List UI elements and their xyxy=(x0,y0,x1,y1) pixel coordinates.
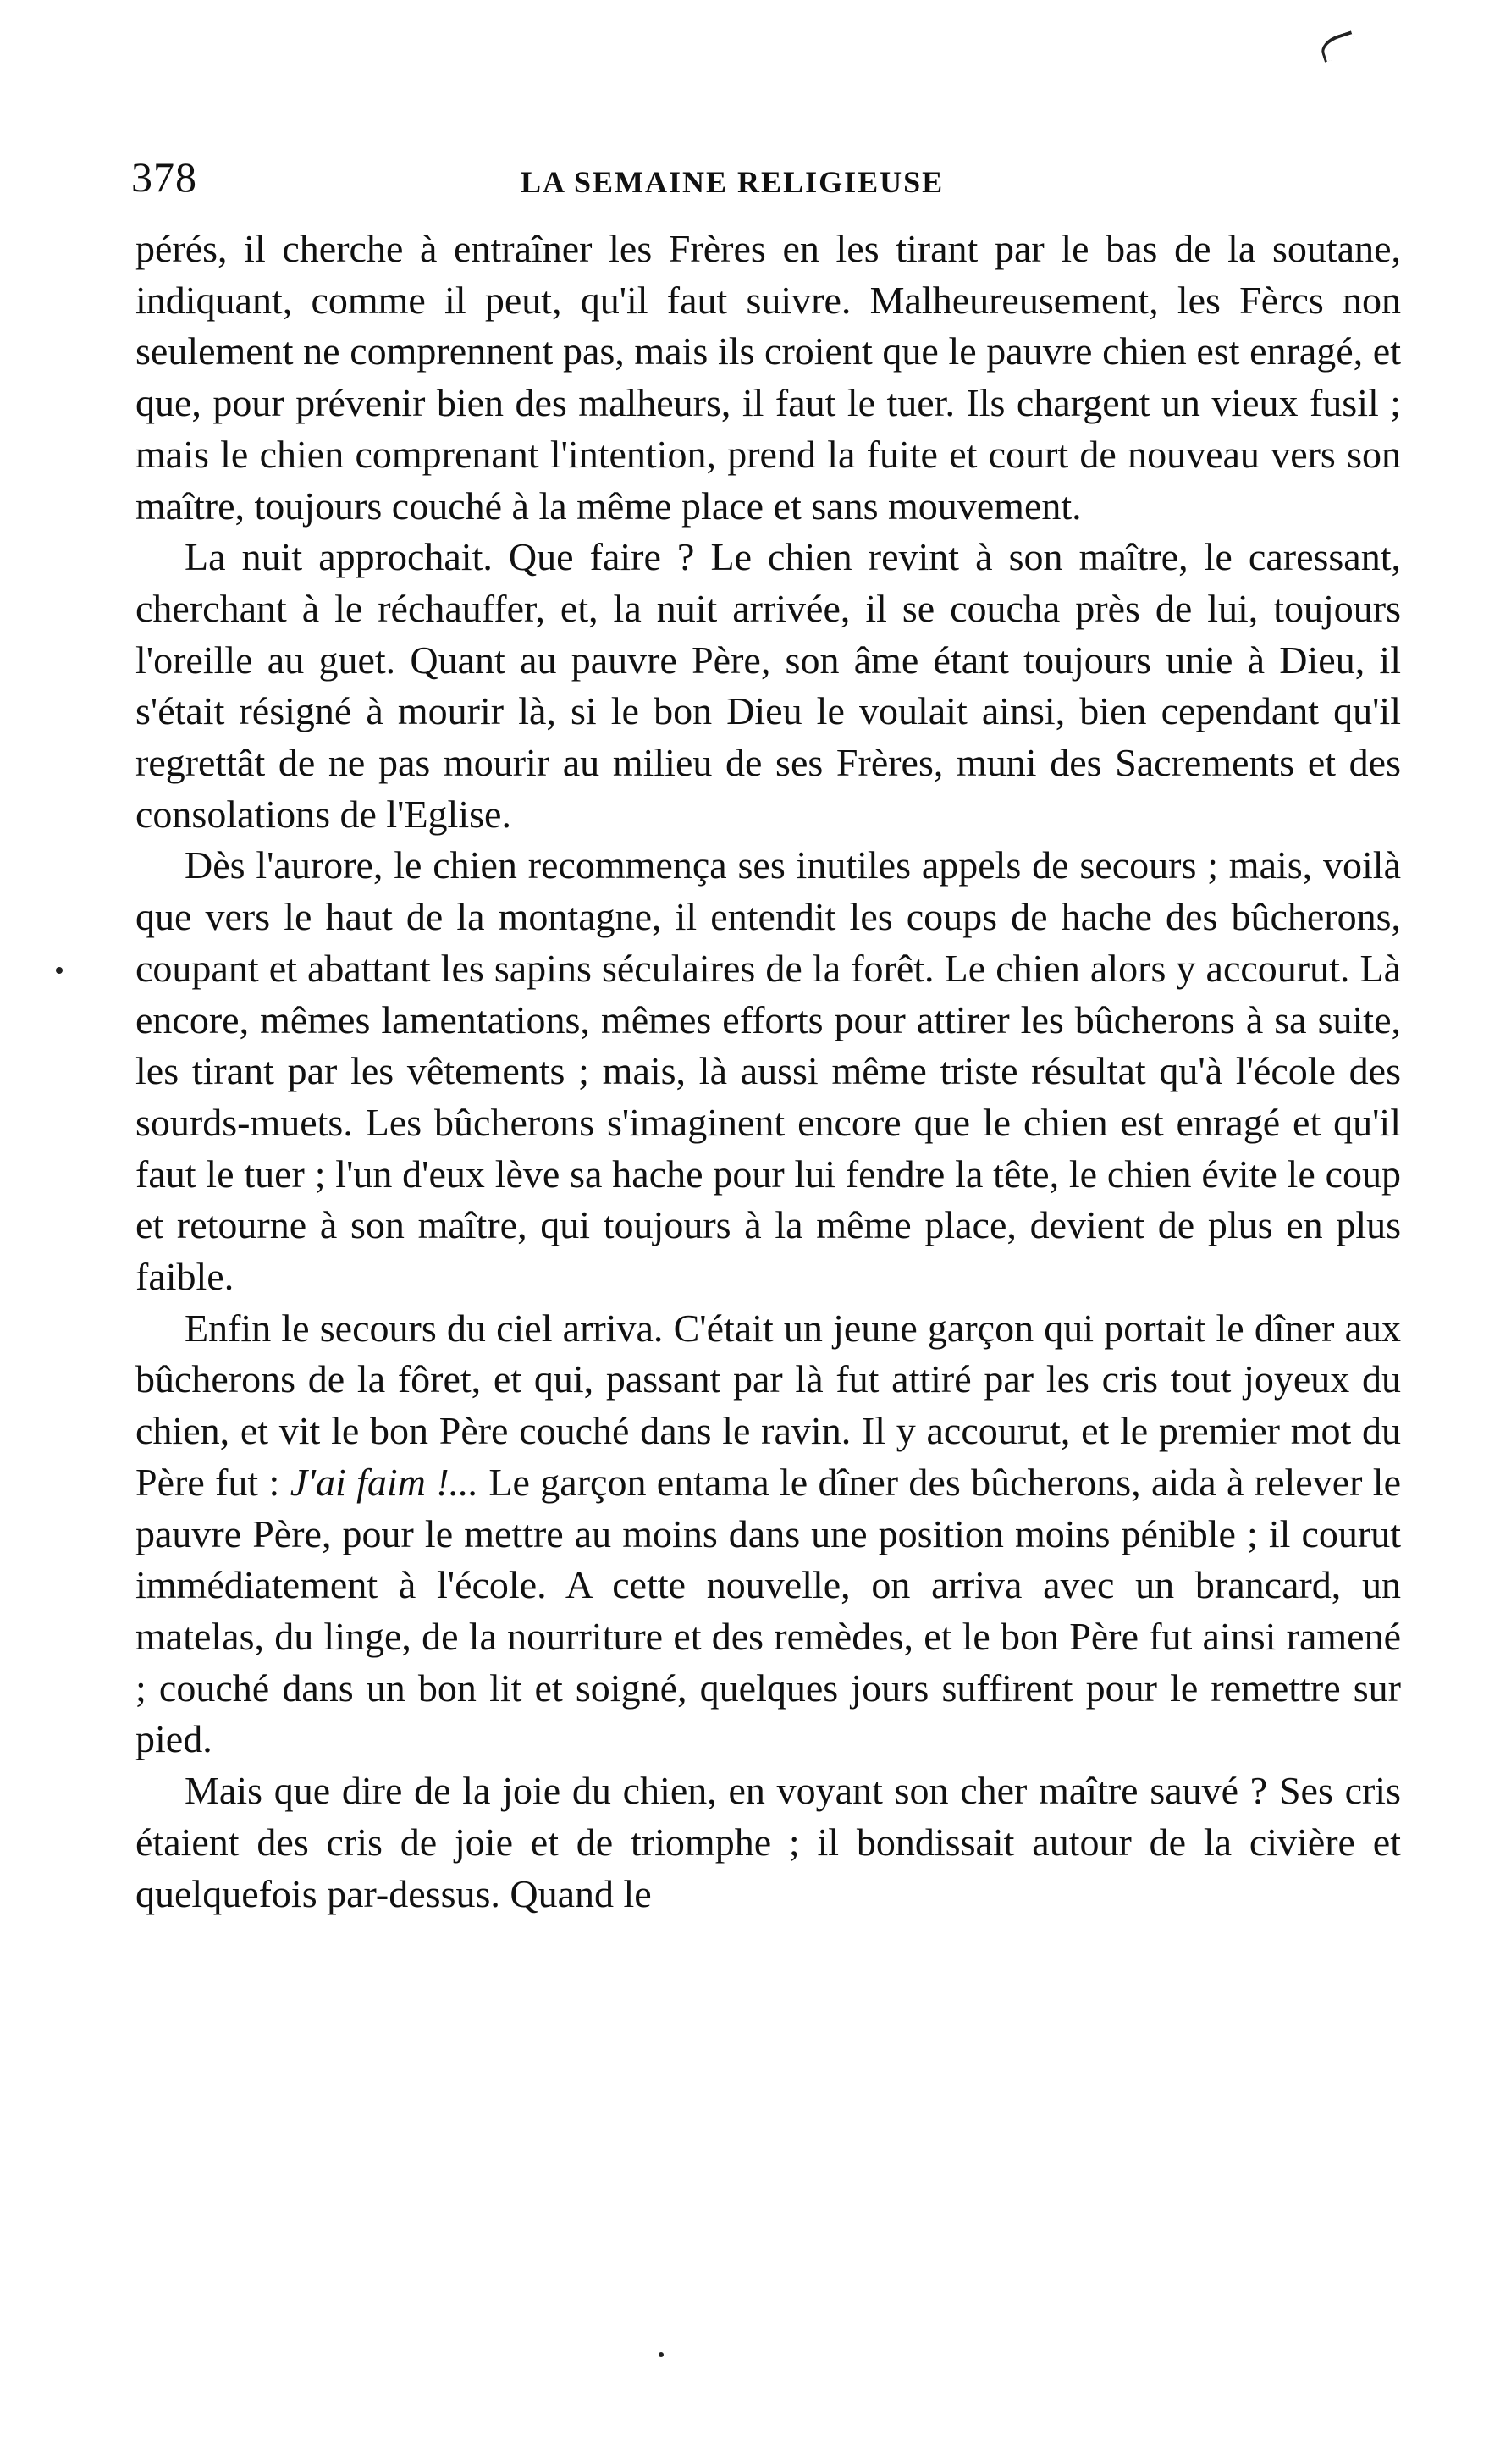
paragraph-1: pérés, il cherche à entraîner les Frères en les tirant par le bas de la soutane, indiquant, comme il peut, qu'il faut suivre. Malheureusement, les Fèrcs non seulement ne comprennent pas, mais ils croient que le pauvre chien est enragé, et que, pour prévenir bien des malheurs, il faut le tuer. Ils chargent un vieux fusil ; mais le chien comprenant l'intention, prend la fuite et court de nouveau vers son maître, toujours couché à la même place et sans mouvement. xyxy=(135,227,1401,528)
bottom-dot xyxy=(659,2352,664,2357)
corner-ink-mark xyxy=(1318,30,1358,62)
paragraph-4-text-after: Le garçon entama le dîner des bûcherons, aida à relever le pauvre Père, pour le mettre au moins dans une position moins pénible ; il courut immédiatement à l'école. A cette nouvelle, on arriva avec un brancard, un matelas, du linge, de la nourriture et des remèdes, et le bon Père fut ainsi ramené ; couché dans un bon lit et soigné, quelques jours suffirent pour le remettre sur pied. xyxy=(135,1460,1401,1761)
paragraph-4-text-before: Enfin le secours du ciel arriva. C'était un jeune garçon qui portait le dîner aux bûcherons de la fôret, et qui, passant par là fut attiré par les cris tout joyeux du chien, et vit le bon Père couché dans le ravin. Il y accourut, et le premier mot du Père fut : xyxy=(135,1306,1401,1504)
running-title: LA SEMAINE RELIGIEUSE xyxy=(521,165,945,199)
paragraph-2: La nuit approchait. Que faire ? Le chien revint à son maître, le caressant, cherchant à le réchauffer, et, la nuit arrivée, il se coucha près de lui, toujours l'oreille au guet. Quant au pauvre Père, son âme étant toujours unie à Dieu, il s'était résigné à mourir là, si le bon Dieu le voulait ainsi, bien cependant qu'il regrettât de ne pas mourir au milieu de ses Frères, muni des Sacrements et des consolations de l'Eglise. xyxy=(135,535,1401,836)
paragraph-5: Mais que dire de la joie du chien, en voyant son cher maître sauvé ? Ses cris étaient des cris de joie et de triomphe ; il bondissait autour de la civière et quelquefois par-dessus. Quand le xyxy=(135,1769,1401,1915)
page-number: 378 xyxy=(131,153,197,201)
page-header xyxy=(131,152,1397,212)
paragraph-4 xyxy=(135,1303,1401,1765)
paragraph-3: Dès l'aurore, le chien recommença ses inutiles appels de secours ; mais, voilà que vers le haut de la montagne, il entendit les coups de hache des bûcherons, coupant et abattant les sapins séculaires de la forêt. Le chien alors y accourut. Là encore, mêmes lamentations, mêmes efforts pour attirer les bûcherons à sa suite, les tirant par les vêtements ; mais, là aussi même triste résultat qu'à l'école des sourds-muets. Les bûcherons s'imaginent encore que le chien est enragé et qu'il faut le tuer ; l'un d'eux lève sa hache pour lui fendre la tête, le chien évite le coup et retourne à son maître, qui toujours à la même place, devient de plus en plus faible. xyxy=(135,843,1401,1299)
paragraph-4-italic-quote: J'ai faim !... xyxy=(290,1460,479,1504)
body-text xyxy=(135,224,1401,1920)
margin-dot xyxy=(56,967,63,974)
